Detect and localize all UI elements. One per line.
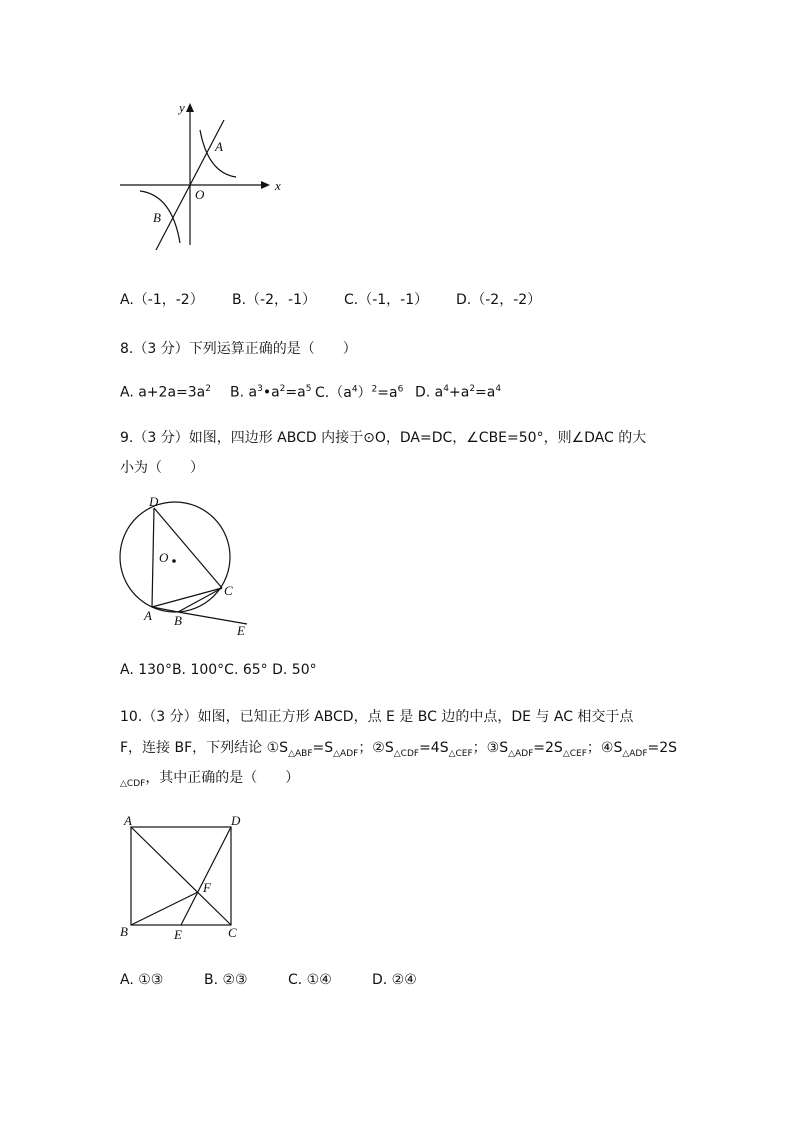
q7-option-a: A.（-1，-2） (120, 292, 204, 308)
q7-option-c: C.（-1，-1） (344, 292, 429, 308)
q8-option-b: B. $a^3•a^2=a^5$ (230, 384, 312, 401)
label-c: C (224, 583, 233, 598)
segment-dc (154, 508, 222, 588)
q10-stem-line3: $_{\triangle CDF}$，其中正确的是（ ） (120, 770, 300, 789)
label-a: A (144, 608, 152, 623)
y-label: y (179, 100, 185, 115)
q10-stem-line2: F，连接 BF，下列结论 $①S_{\triangle ABF}=S_{\triangle ADF}$；$②S_{\triangle CDF}=4S_{\triangle CEF}$；$③S_{\triangle ADF}=2S_{\triangle CEF}$；$④S_{\triangle ADF}=2S$ (120, 740, 678, 759)
origin-label: O (195, 187, 205, 202)
q8-stem: 8.（3 分）下列运算正确的是（ ） (120, 341, 357, 357)
label-a: A (124, 813, 132, 828)
q10-option-a: A. ①③ (120, 972, 164, 988)
figure-circle-quadrilateral (112, 492, 262, 642)
segment-de (181, 827, 231, 925)
label-b: B (174, 613, 182, 628)
q10-options (120, 972, 417, 988)
q10-option-b: B. ②③ (204, 972, 248, 988)
label-e: E (237, 623, 245, 638)
segment-bc (178, 588, 222, 612)
point-b-label: B (153, 210, 161, 225)
q9-stem-line1: 9.（3 分）如图，四边形 ABCD 内接于⊙O，DA=DC，∠CBE=50°，则∠DAC 的大 (120, 430, 647, 446)
x-axis-arrow (261, 181, 270, 189)
q10-option-c: C. ①④ (288, 972, 332, 988)
circle-o (120, 502, 230, 612)
label-b: B (120, 924, 128, 939)
label-d: D (231, 813, 241, 828)
point-a-label: A (215, 139, 223, 154)
segment-bf (131, 892, 198, 925)
figure-hyperbola (110, 95, 300, 255)
q8-option-d: D. $a^4+a^2=a^4$ (415, 384, 502, 401)
label-d: D (149, 494, 159, 509)
q7-options (120, 289, 541, 309)
x-label: x (275, 178, 281, 193)
q8-options (120, 382, 501, 402)
label-f: F (203, 880, 211, 895)
q10-option-d: D. ②④ (372, 972, 417, 988)
q8-option-a: A. $a+2a=3a^2$ (120, 384, 211, 401)
q10-stem-line1: 10.（3 分）如图，已知正方形 ABCD，点 E 是 BC 边的中点，DE 与 AC 相交于点 (120, 709, 634, 725)
label-e: E (174, 927, 182, 942)
q9-stem-line2: 小为（ ） (120, 460, 204, 476)
segment-da (152, 508, 154, 607)
label-o: O (159, 550, 169, 565)
q7-option-d: D.（-2，-2） (456, 292, 542, 308)
diagonal-ac (131, 827, 231, 925)
q8-option-c: $C.(a^4)^2=a^6$ (315, 384, 404, 401)
label-c: C (228, 925, 237, 940)
q7-option-b: B.（-2，-1） (232, 292, 316, 308)
y-axis-arrow (186, 103, 194, 112)
q9-options: A. 130°B. 100°C. 65° D. 50° (120, 662, 317, 678)
center-point (172, 559, 176, 563)
figure-square (115, 812, 255, 942)
